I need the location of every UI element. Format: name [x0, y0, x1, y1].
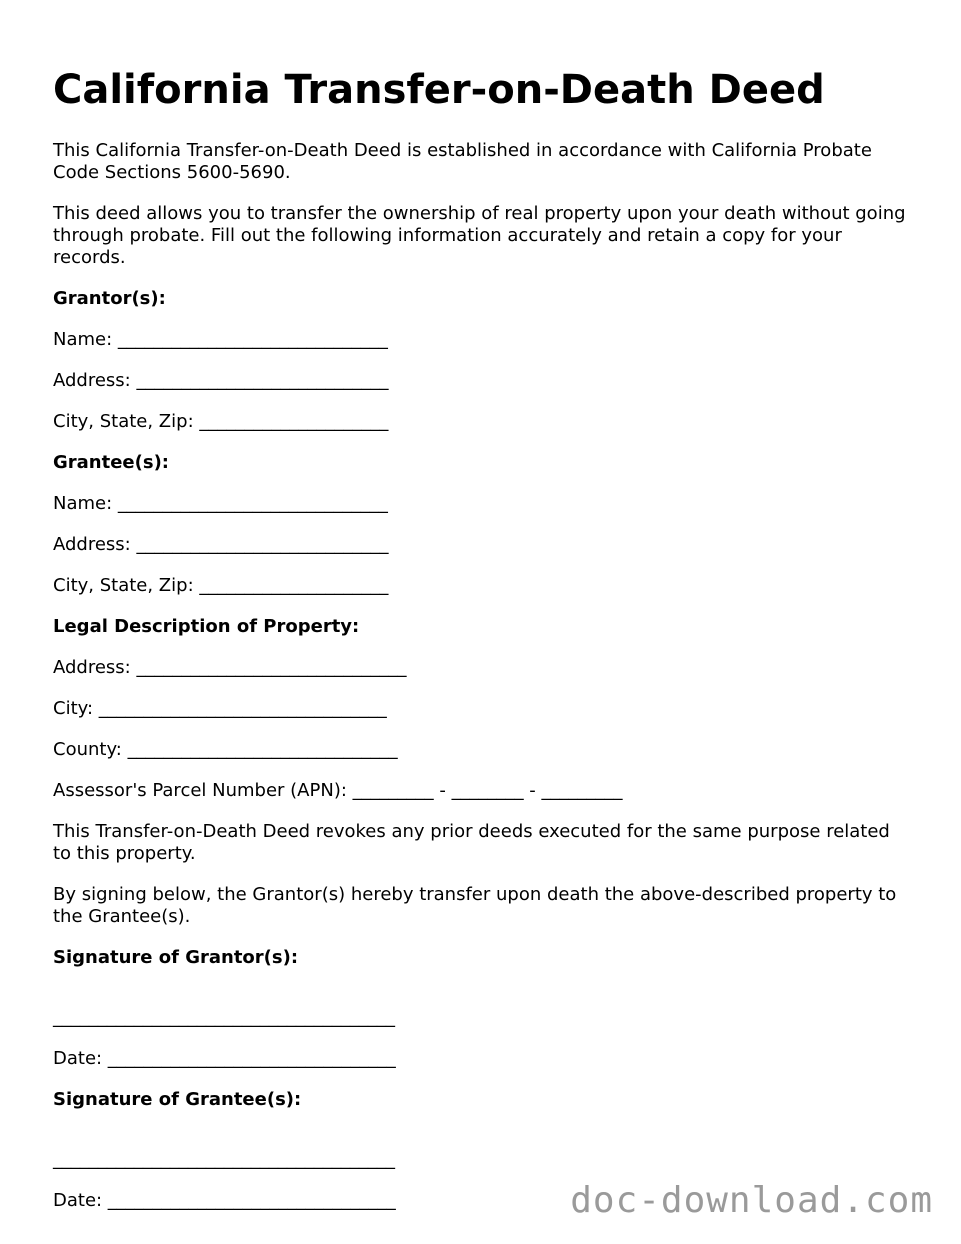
property-address-field[interactable]: Address: ______________________________: [53, 657, 407, 678]
watermark: doc-download.com: [570, 1180, 933, 1221]
grantee-name-field[interactable]: Name: ______________________________: [53, 493, 388, 514]
grantor-signature-heading: Signature of Grantor(s):: [53, 947, 299, 968]
property-city-field[interactable]: City: ________________________________: [53, 698, 387, 719]
revocation-paragraph: This Transfer-on-Death Deed revokes any prior deeds executed for the same purpose related to this property.: [53, 821, 890, 864]
grantor-signature-date-field[interactable]: Date: ________________________________: [53, 1048, 396, 1069]
property-heading: Legal Description of Property:: [53, 616, 360, 637]
property-apn-field[interactable]: Assessor's Parcel Number (APN): _________ - ________ - _________: [53, 780, 623, 801]
grantee-address-field[interactable]: Address: ____________________________: [53, 534, 389, 555]
property-county-field[interactable]: County: ______________________________: [53, 739, 398, 760]
grantee-city-state-zip-field[interactable]: City, State, Zip: _____________________: [53, 575, 389, 596]
grantee-heading: Grantee(s):: [53, 452, 169, 473]
page-title: California Transfer-on-Death Deed: [53, 67, 825, 113]
grantee-signature-date-field[interactable]: Date: ________________________________: [53, 1190, 396, 1211]
grantor-name-field[interactable]: Name: ______________________________: [53, 329, 388, 350]
grantee-signature-heading: Signature of Grantee(s):: [53, 1089, 302, 1110]
document-page: [53, 64, 913, 1231]
grantor-city-state-zip-field[interactable]: City, State, Zip: _____________________: [53, 411, 389, 432]
intro-paragraph-2: This deed allows you to transfer the ownership of real property upon your death without going through probate. Fill out the following information accurately and retain a copy for your records.: [53, 203, 906, 268]
intro-paragraph-1: This California Transfer-on-Death Deed is established in accordance with California Probate Code Sections 5600-5690.: [53, 140, 872, 183]
transfer-statement-paragraph: By signing below, the Grantor(s) hereby transfer upon death the above-described property to the Grantee(s).: [53, 884, 897, 927]
grantor-heading: Grantor(s):: [53, 288, 166, 309]
grantee-signature-line[interactable]: ______________________________________: [53, 1149, 395, 1170]
grantor-signature-line[interactable]: ______________________________________: [53, 1007, 395, 1028]
grantor-address-field[interactable]: Address: ____________________________: [53, 370, 389, 391]
